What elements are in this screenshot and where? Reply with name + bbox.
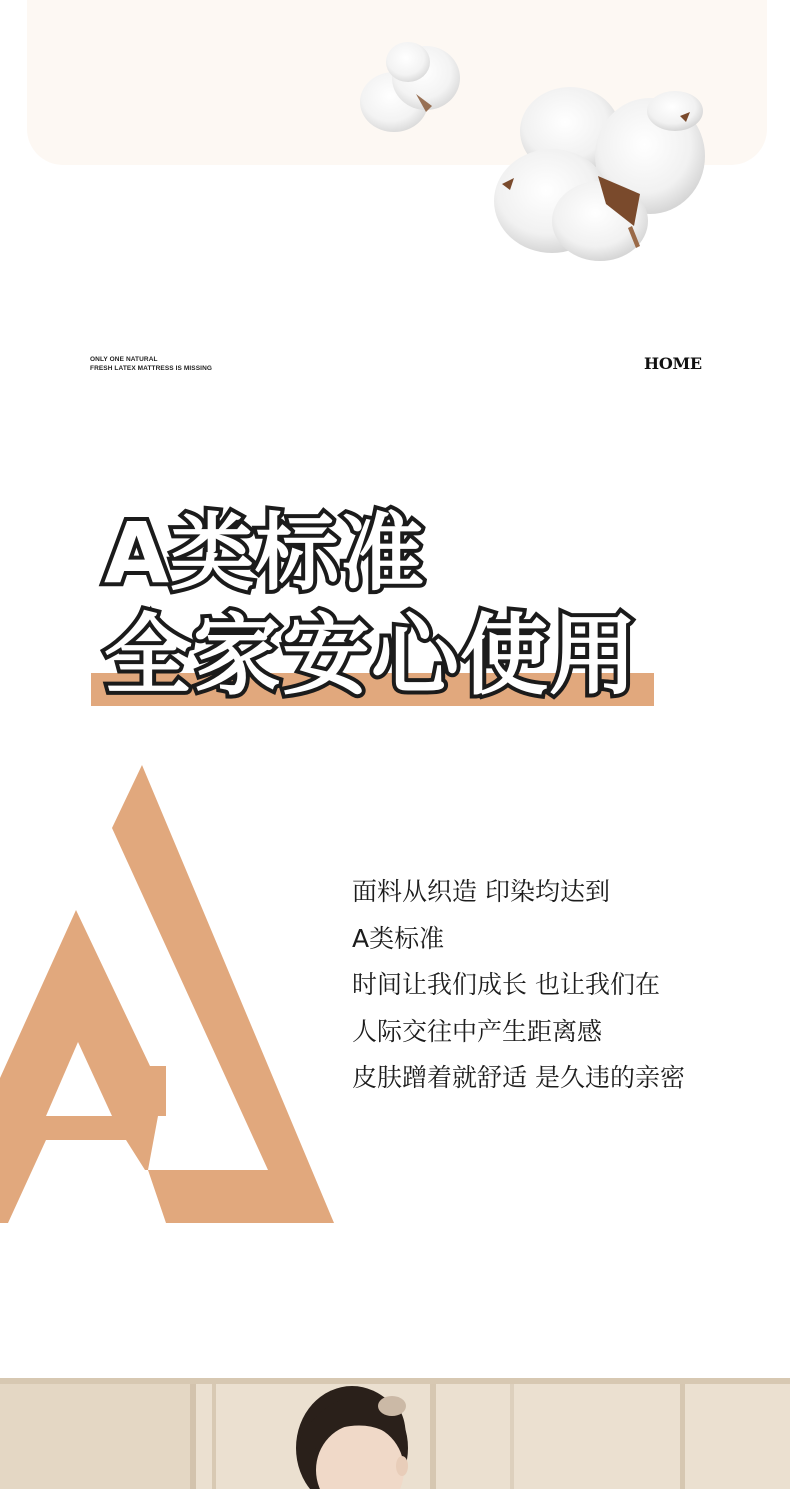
letter-a-graphic [0,760,340,1230]
cotton-small-icon [356,32,468,140]
tagline-line-2: FRESH LATEX MATTRESS IS MISSING [90,365,213,372]
body-line: 人际交往中产生距离感 [352,1016,603,1046]
body-line: 面料从织造 印染均达到 [352,877,610,906]
headline-line-2: 全家安心使用 [104,604,639,707]
body-copy [352,869,685,1102]
home-logo: HOME [644,354,702,373]
lifestyle-photo [0,1378,790,1489]
body-line: 时间让我们成长 也让我们在 [352,970,660,999]
tagline-line-1: ONLY ONE NATURAL [90,356,158,363]
photo-illustration [0,1378,790,1489]
body-line: A类标准 [352,923,445,953]
cotton-large-icon [490,76,710,266]
headline-line-1: A类标准 [104,504,426,602]
tagline [90,355,212,373]
body-line: 皮肤蹭着就舒适 是久违的亲密 [352,1063,685,1092]
